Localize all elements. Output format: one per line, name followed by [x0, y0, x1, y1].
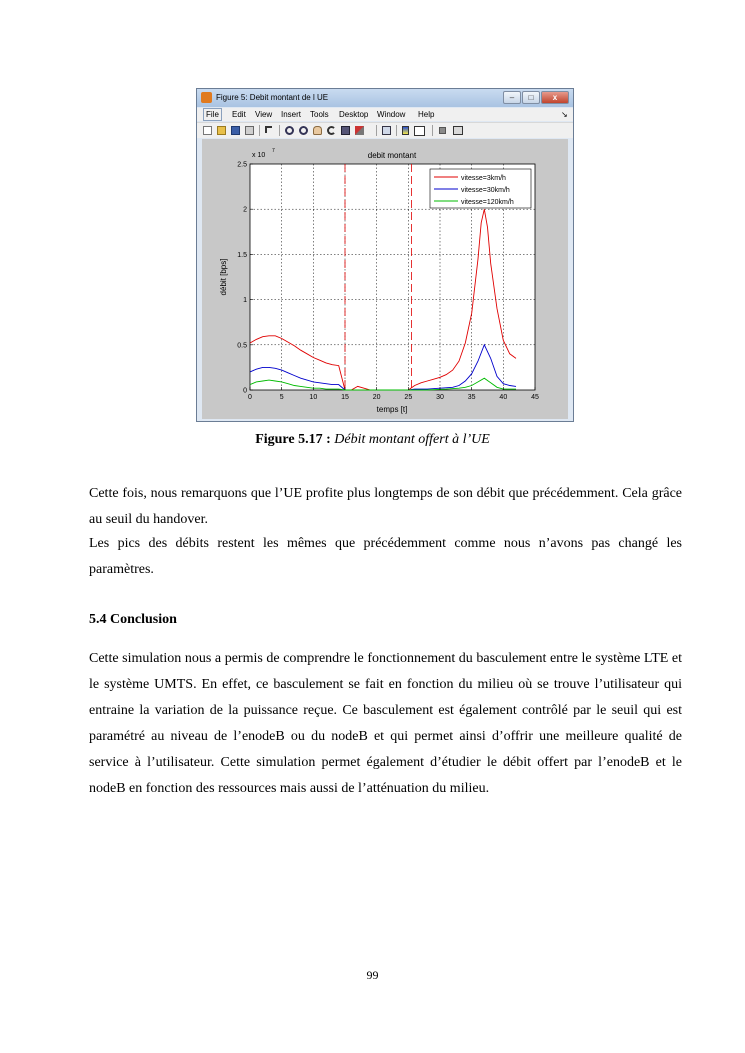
window-title: Figure 5: Debit montant de l UE — [216, 93, 329, 102]
link-icon[interactable] — [382, 126, 391, 135]
menu-help[interactable]: Help — [418, 110, 435, 119]
toolbar-separator — [259, 125, 260, 136]
show-plot-tools-icon[interactable] — [453, 126, 463, 135]
body-paragraph-1: Cette fois, nous remarquons que l’UE profite plus longtemps de son débit que précédemment. Cela grâce au seuil du handover. — [89, 486, 682, 527]
x-tick-label: 25 — [404, 394, 413, 401]
figure-caption-text: Débit montant offert à l’UE — [334, 432, 490, 447]
brush-icon[interactable] — [355, 126, 364, 135]
matlab-figure-window — [196, 88, 574, 422]
x-tick-label: 35 — [467, 394, 476, 401]
rotate-icon[interactable] — [327, 126, 336, 135]
toolbar-separator — [279, 125, 280, 136]
legend-icon[interactable] — [414, 126, 425, 136]
toolbar-separator — [376, 125, 377, 136]
y-tick-label: 1 — [243, 297, 247, 305]
x-tick-label: 20 — [372, 394, 381, 401]
zoom-out-icon[interactable] — [299, 126, 308, 135]
pointer-icon[interactable] — [265, 126, 272, 133]
menu-file[interactable]: File — [203, 108, 222, 121]
debit-chart — [202, 139, 568, 419]
menu-insert[interactable]: Insert — [281, 110, 302, 119]
minimize-button[interactable]: – — [503, 91, 521, 104]
menu-desktop[interactable]: Desktop — [339, 110, 369, 119]
colorbar-icon[interactable] — [402, 126, 409, 135]
toolbar-separator — [432, 125, 433, 136]
print-icon[interactable] — [245, 126, 254, 135]
legend-label-30kmh: vitesse=30km/h — [461, 187, 510, 194]
y-tick-label: 0.5 — [237, 342, 247, 350]
menu-tools[interactable]: Tools — [310, 110, 329, 119]
chart-legend[interactable] — [430, 169, 531, 208]
figure-canvas — [202, 139, 568, 419]
toolbar-separator — [396, 125, 397, 136]
page-number: 99 — [366, 968, 379, 982]
menu-view[interactable]: View — [255, 110, 273, 119]
zoom-in-icon[interactable] — [285, 126, 294, 135]
y-tick-label: 0 — [243, 387, 247, 395]
menu-edit[interactable]: Edit — [232, 110, 246, 119]
maximize-button[interactable]: □ — [522, 91, 540, 104]
section-heading: 5.4 Conclusion — [89, 612, 177, 627]
figure-caption-label: Figure 5.17 : — [255, 432, 331, 447]
menu-window[interactable]: Window — [377, 110, 406, 119]
y-axis-label: débit [bps] — [219, 258, 228, 296]
new-figure-icon[interactable] — [203, 126, 212, 135]
body-paragraph-3: Cette simulation nous a permis de comprendre le fonctionnement du basculement entre le système LTE et le système UMTS. En effet, ce basculement se fait en fonction du milieu où se trouve l’utilisateur qui entraine la variation de la puissance reçue. Ce basculement est également contrôlé par le seuil qui est paramétré au niveau de l’enodeB ou du nodeB et qui permet ainsi d’offrir une meilleure qualité de service à l’utilisateur. Cette simulation permet également d’étudier le débit offert par l’enodeB et le nodeB en fonction des ressources mais aussi de l’atténuation du milieu. — [89, 651, 682, 796]
dock-arrow-icon[interactable]: ↘ — [561, 110, 568, 119]
body-paragraph-2: Les pics des débits restent les mêmes que précédemment comme nous n’avons pas changé les paramètres. — [89, 536, 682, 577]
hide-plot-tools-icon[interactable] — [439, 127, 446, 134]
save-icon[interactable] — [231, 126, 240, 135]
x-tick-label: 45 — [531, 394, 539, 401]
x-tick-label: 30 — [436, 394, 444, 401]
x-tick-label: 0 — [248, 394, 252, 401]
y-multiplier: x 10 — [252, 152, 266, 159]
x-axis-label: temps [t] — [376, 405, 408, 414]
y-tick-label: 2 — [243, 206, 247, 214]
y-exponent: 7 — [272, 148, 275, 154]
matlab-logo-icon — [201, 92, 212, 103]
figure-caption — [0, 430, 745, 450]
y-tick-label: 2.5 — [237, 161, 247, 169]
figure-toolbar — [197, 122, 573, 138]
chart-title: debit montant — [367, 151, 417, 160]
pan-icon[interactable] — [313, 126, 322, 135]
menu-bar — [197, 108, 573, 121]
legend-label-3kmh: vitesse=3km/h — [461, 175, 506, 182]
open-file-icon[interactable] — [217, 126, 226, 135]
window-titlebar[interactable] — [197, 89, 573, 107]
legend-label-120kmh: vitesse=120km/h — [461, 199, 514, 206]
x-tick-label: 5 — [279, 394, 284, 401]
x-tick-label: 40 — [499, 394, 508, 401]
y-tick-label: 1.5 — [237, 251, 247, 259]
close-button[interactable]: x — [541, 91, 569, 104]
x-tick-label: 15 — [341, 394, 349, 401]
data-cursor-icon[interactable] — [341, 126, 350, 135]
x-tick-label: 10 — [309, 394, 318, 401]
